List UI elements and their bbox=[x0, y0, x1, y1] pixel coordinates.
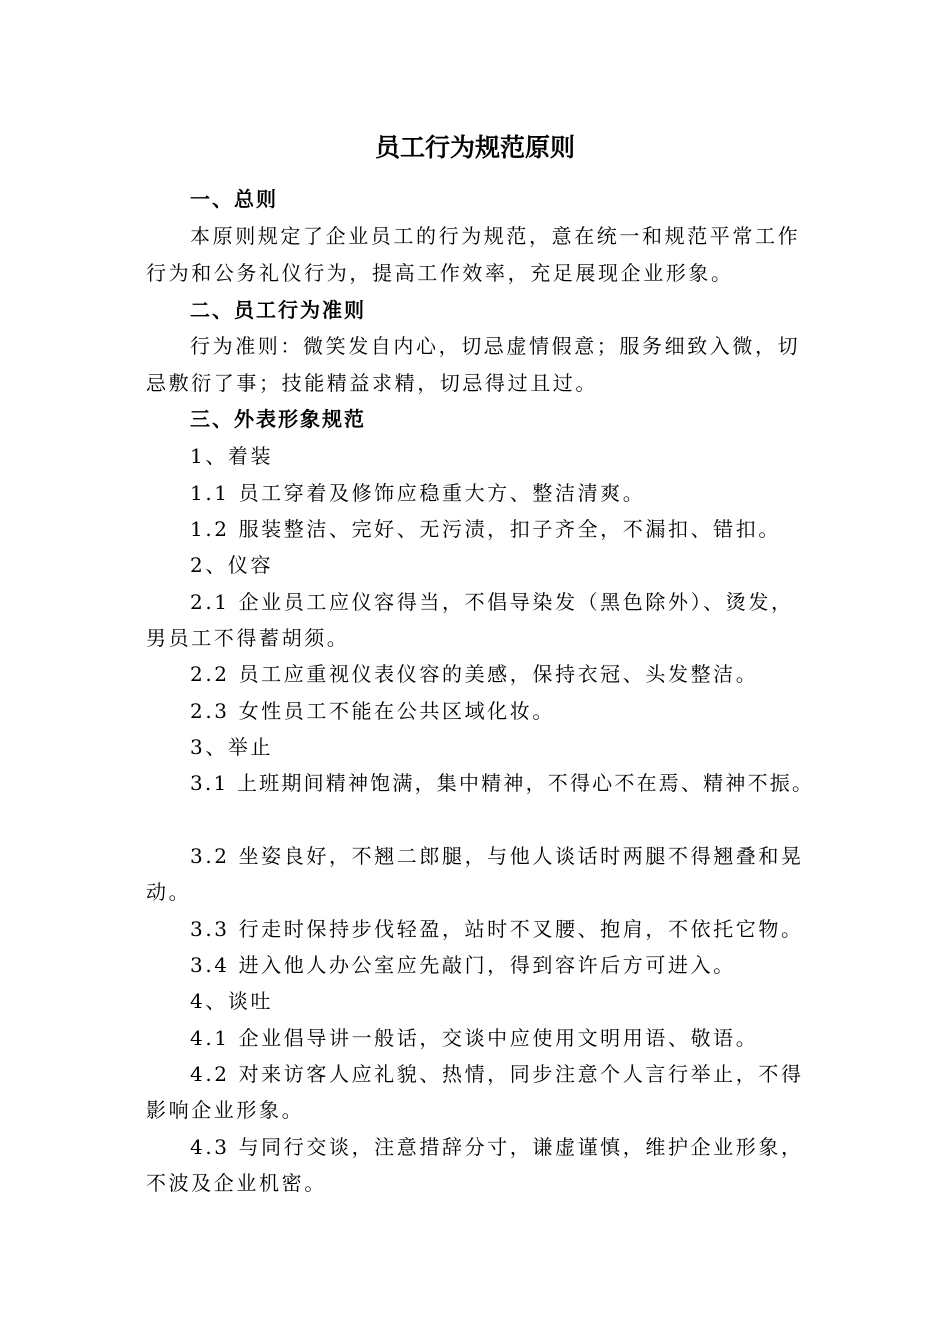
list-item: 1.2 服装整洁、完好、无污渍，扣子齐全，不漏扣、错扣。 bbox=[190, 517, 781, 541]
section-heading-general: 一、总则 bbox=[190, 187, 278, 211]
list-item-continued: 影响企业形象。 bbox=[146, 1098, 305, 1122]
subsection-heading: 1、着装 bbox=[190, 444, 274, 468]
list-item: 4.1 企业倡导讲一般话，交谈中应使用文明用语、敬语。 bbox=[190, 1026, 759, 1050]
list-item: 2.1 企业员工应仪容得当，不倡导染发（黑色除外）、烫发， bbox=[190, 590, 794, 614]
list-item: 3.1 上班期间精神饱满，集中精神，不得心不在焉、精神不振。 bbox=[190, 771, 815, 795]
subsection-heading: 4、谈吐 bbox=[190, 989, 274, 1013]
list-item: 3.3 行走时保持步伐轻盈，站时不叉腰、抱肩，不依托它物。 bbox=[190, 917, 804, 941]
list-item: 1.1 员工穿着及修饰应稳重大方、整洁清爽。 bbox=[190, 481, 646, 505]
list-item-continued: 动。 bbox=[146, 880, 192, 904]
document-title: 员工行为规范原则 bbox=[374, 133, 575, 162]
section-heading-conduct: 二、员工行为准则 bbox=[190, 298, 366, 322]
paragraph-line: 行为和公务礼仪行为，提高工作效率，充足展现企业形象。 bbox=[146, 261, 734, 285]
list-item: 4.3 与同行交谈，注意措辞分寸，谦虚谨慎，维护企业形象， bbox=[190, 1135, 804, 1159]
section-heading-appearance: 三、外表形象规范 bbox=[190, 407, 366, 431]
list-item: 3.2 坐姿良好，不翘二郎腿，与他人谈话时两腿不得翘叠和晃 bbox=[190, 844, 804, 868]
list-item: 2.3 女性员工不能在公共区域化妆。 bbox=[190, 699, 555, 723]
list-item: 3.4 进入他人办公室应先敲门，得到容许后方可进入。 bbox=[190, 953, 736, 977]
paragraph-line: 行为准则：微笑发自内心，切忌虚情假意；服务细致入微，切 bbox=[190, 334, 801, 358]
list-item: 2.2 员工应重视仪表仪容的美感，保持衣冠、头发整洁。 bbox=[190, 662, 759, 686]
paragraph-line: 本原则规定了企业员工的行为规范，意在统一和规范平常工作 bbox=[190, 224, 801, 248]
subsection-heading: 3、举止 bbox=[190, 735, 274, 759]
subsection-heading: 2、仪容 bbox=[190, 553, 274, 577]
list-item-continued: 男员工不得蓄胡须。 bbox=[146, 626, 350, 650]
list-item: 4.2 对来访客人应礼貌、热情，同步注意个人言行举止，不得 bbox=[190, 1062, 804, 1086]
paragraph-line: 忌敷衍了事；技能精益求精，切忌得过且过。 bbox=[146, 371, 598, 395]
list-item-continued: 不波及企业机密。 bbox=[146, 1171, 327, 1195]
